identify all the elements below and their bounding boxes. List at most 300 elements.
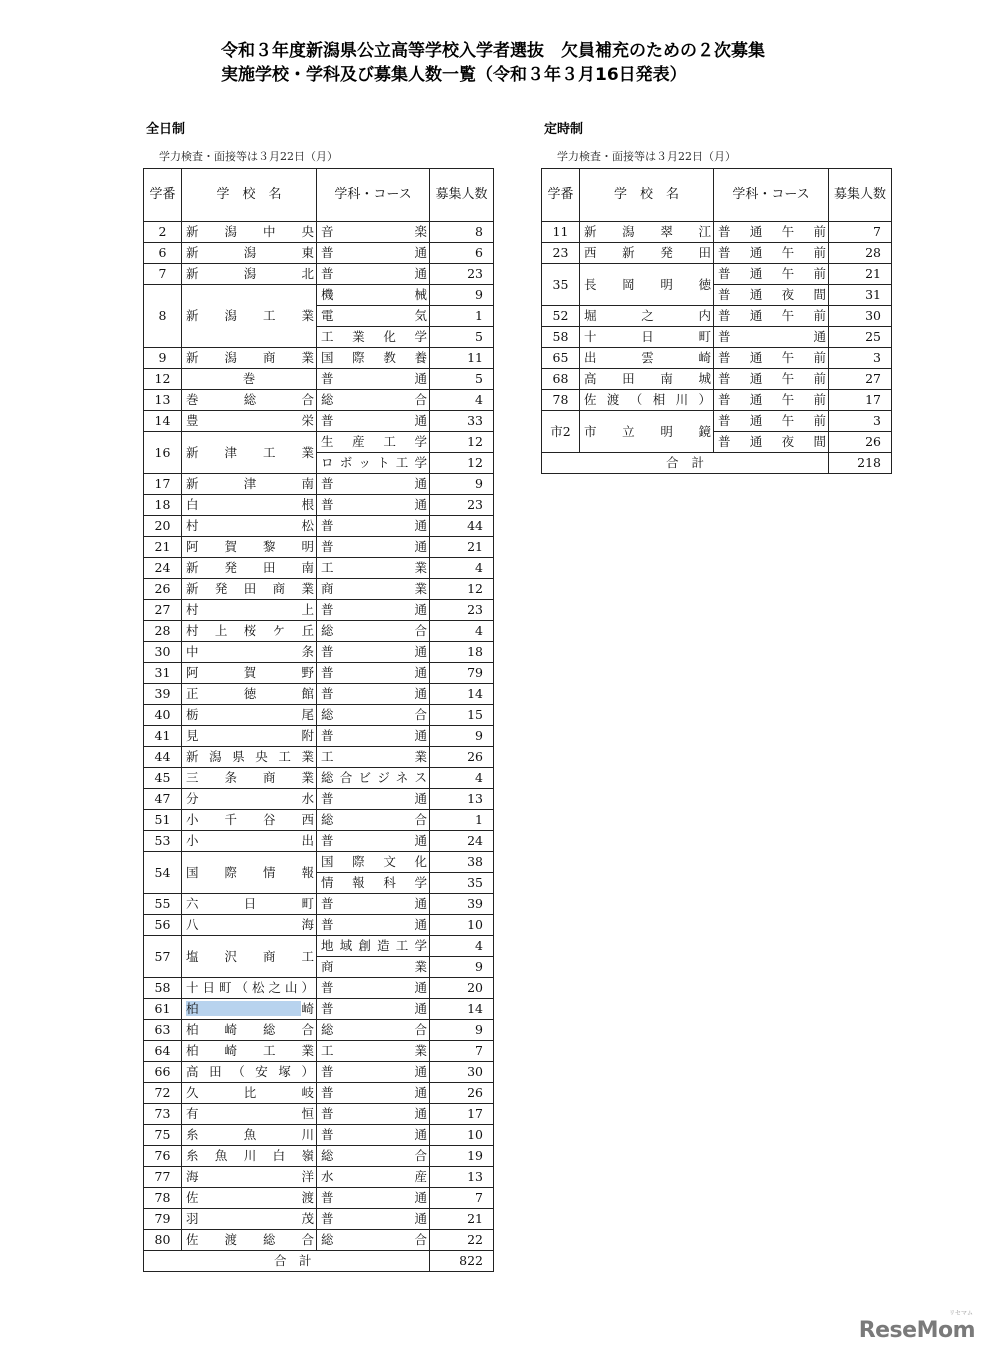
department: 工業 [317, 1041, 430, 1062]
department: 普通 [317, 1062, 430, 1083]
school-name: 佐渡 [182, 1188, 317, 1209]
table-row [144, 600, 494, 621]
enrollment-count: 5 [430, 327, 494, 348]
enrollment-count: 21 [430, 537, 494, 558]
school-number: 58 [542, 327, 580, 348]
table-row [542, 411, 892, 432]
table-row [144, 369, 494, 390]
table-row [144, 1167, 494, 1188]
table-row [144, 894, 494, 915]
school-number: 11 [542, 222, 580, 243]
department: 普通 [317, 999, 430, 1020]
table-row [144, 579, 494, 600]
department: 総合 [317, 1230, 430, 1251]
school-name: 国際情報 [182, 852, 317, 894]
title-line-1: 令和３年度新潟県公立高等学校入学者選抜 欠員補充のための２次募集 [221, 41, 765, 61]
department: 総合 [317, 1146, 430, 1167]
zennichi-table [143, 168, 494, 1272]
department: 総合ビジネス [317, 768, 430, 789]
school-name: 新潟県央工業 [182, 747, 317, 768]
school-number: 39 [144, 684, 182, 705]
enrollment-count: 7 [430, 1041, 494, 1062]
school-name: 高田南城 [580, 369, 714, 390]
department: 普通 [317, 474, 430, 495]
school-name: 佐渡総合 [182, 1230, 317, 1251]
table-row [144, 852, 494, 873]
school-name: 巻総合 [182, 390, 317, 411]
school-name: 糸魚川白嶺 [182, 1146, 317, 1167]
school-number: 68 [542, 369, 580, 390]
department: 総合 [317, 1020, 430, 1041]
table-row [144, 726, 494, 747]
table-row [144, 1230, 494, 1251]
school-name: 柏崎総合 [182, 1020, 317, 1041]
school-number: 31 [144, 663, 182, 684]
zennichi-note: 学力検査・面接等は３月22日（月） [159, 150, 338, 163]
school-name: 海洋 [182, 1167, 317, 1188]
department: 地域創造工学 [317, 936, 430, 957]
resemom-logo: ReseMom [858, 1318, 975, 1343]
school-name: 小出 [182, 831, 317, 852]
enrollment-count: 10 [430, 1125, 494, 1146]
department: 情報科学 [317, 873, 430, 894]
school-name: 出雲崎 [580, 348, 714, 369]
school-number: 2 [144, 222, 182, 243]
school-name: 新潟翠江 [580, 222, 714, 243]
school-number: 64 [144, 1041, 182, 1062]
enrollment-count: 13 [430, 789, 494, 810]
table-row [144, 1125, 494, 1146]
department: 普通 [317, 495, 430, 516]
department: 生産工学 [317, 432, 430, 453]
table-row [144, 642, 494, 663]
department: 普通 [317, 789, 430, 810]
enrollment-count: 9 [430, 285, 494, 306]
department: 音楽 [317, 222, 430, 243]
department: 国際文化 [317, 852, 430, 873]
enrollment-count: 25 [829, 327, 892, 348]
school-name: 分水 [182, 789, 317, 810]
school-name: 新津南 [182, 474, 317, 495]
school-number: 61 [144, 999, 182, 1020]
department: 普通 [317, 831, 430, 852]
table-row [144, 1020, 494, 1041]
table-row [144, 1062, 494, 1083]
enrollment-count: 31 [829, 285, 892, 306]
table-row [542, 390, 892, 411]
table-row [144, 537, 494, 558]
table-row [144, 1083, 494, 1104]
department: 普通午前 [714, 243, 829, 264]
enrollment-count: 30 [430, 1062, 494, 1083]
school-number: 41 [144, 726, 182, 747]
enrollment-count: 26 [430, 747, 494, 768]
enrollment-count: 4 [430, 768, 494, 789]
school-name: 白根 [182, 495, 317, 516]
table-row [144, 1104, 494, 1125]
enrollment-count: 14 [430, 999, 494, 1020]
enrollment-count: 44 [430, 516, 494, 537]
header-dept: 学科・コース [317, 169, 430, 222]
school-number: 76 [144, 1146, 182, 1167]
total-value: 218 [829, 453, 892, 474]
school-name: 三条商業 [182, 768, 317, 789]
school-name: 八海 [182, 915, 317, 936]
enrollment-count: 4 [430, 621, 494, 642]
school-number: 24 [144, 558, 182, 579]
teiji-heading: 定時制 [544, 122, 584, 137]
school-number: 52 [542, 306, 580, 327]
enrollment-count: 10 [430, 915, 494, 936]
total-value: 822 [430, 1251, 494, 1272]
enrollment-count: 9 [430, 474, 494, 495]
department: 電気 [317, 306, 430, 327]
watermark-sub: リセマム [949, 1310, 973, 1317]
enrollment-count: 11 [430, 348, 494, 369]
school-number: 51 [144, 810, 182, 831]
department: 普通 [317, 642, 430, 663]
school-name: 糸魚川 [182, 1125, 317, 1146]
school-number: 65 [542, 348, 580, 369]
table-row [144, 1146, 494, 1167]
school-name: 正徳館 [182, 684, 317, 705]
header-no: 学番 [144, 169, 182, 222]
department: 工業 [317, 558, 430, 579]
enrollment-count: 26 [430, 1083, 494, 1104]
school-name: 西新発田 [580, 243, 714, 264]
header-count: 募集人数 [829, 169, 892, 222]
school-number: 21 [144, 537, 182, 558]
department: 普通午前 [714, 306, 829, 327]
department: 普通 [317, 600, 430, 621]
enrollment-count: 23 [430, 264, 494, 285]
table-row [144, 411, 494, 432]
table-row [144, 243, 494, 264]
school-name: 市立明鏡 [580, 411, 714, 453]
total-label: 合 計 [542, 453, 829, 474]
department: 国際教養 [317, 348, 430, 369]
school-number: 63 [144, 1020, 182, 1041]
department: 普通 [317, 978, 430, 999]
school-name: 巻 [182, 369, 317, 390]
table-row [144, 705, 494, 726]
school-name: 見附 [182, 726, 317, 747]
department: 普通午前 [714, 222, 829, 243]
school-name: 新潟工業 [182, 285, 317, 348]
school-number: 57 [144, 936, 182, 978]
enrollment-count: 1 [430, 306, 494, 327]
department: 商業 [317, 579, 430, 600]
department: 普通 [317, 1188, 430, 1209]
total-label: 合 計 [144, 1251, 430, 1272]
enrollment-count: 12 [430, 453, 494, 474]
school-number: 73 [144, 1104, 182, 1125]
school-number: 7 [144, 264, 182, 285]
table-row [144, 663, 494, 684]
department: ロボット工学 [317, 453, 430, 474]
enrollment-count: 30 [829, 306, 892, 327]
enrollment-count: 3 [829, 411, 892, 432]
school-number: 14 [144, 411, 182, 432]
department: 普通午前 [714, 264, 829, 285]
enrollment-count: 1 [430, 810, 494, 831]
department: 普通午前 [714, 369, 829, 390]
department: 普通 [317, 264, 430, 285]
school-number: 75 [144, 1125, 182, 1146]
department: 工業化学 [317, 327, 430, 348]
school-number: 47 [144, 789, 182, 810]
enrollment-count: 23 [430, 495, 494, 516]
department: 普通 [317, 369, 430, 390]
enrollment-count: 6 [430, 243, 494, 264]
table-row [144, 999, 494, 1020]
department: 水産 [317, 1167, 430, 1188]
enrollment-count: 21 [829, 264, 892, 285]
school-number: 17 [144, 474, 182, 495]
header-school: 学 校 名 [182, 169, 317, 222]
zennichi-total-row [144, 1251, 494, 1272]
school-name: 六日町 [182, 894, 317, 915]
table-row [144, 978, 494, 999]
department: 普通 [317, 915, 430, 936]
enrollment-count: 17 [430, 1104, 494, 1125]
enrollment-count: 12 [430, 579, 494, 600]
department: 総合 [317, 705, 430, 726]
department: 普通 [317, 663, 430, 684]
department: 総合 [317, 810, 430, 831]
table-row [144, 285, 494, 306]
school-name: 羽茂 [182, 1209, 317, 1230]
enrollment-count: 33 [430, 411, 494, 432]
header-dept: 学科・コース [714, 169, 829, 222]
school-number: 27 [144, 600, 182, 621]
enrollment-count: 28 [829, 243, 892, 264]
header-school: 学 校 名 [580, 169, 714, 222]
school-name: 久比岐 [182, 1083, 317, 1104]
table-row [144, 1041, 494, 1062]
school-number: 35 [542, 264, 580, 306]
school-name: 十日町 [580, 327, 714, 348]
title-line-2: 実施学校・学科及び募集人数一覧（令和３年３月16日発表） [221, 65, 687, 85]
school-name: 村上 [182, 600, 317, 621]
enrollment-count: 14 [430, 684, 494, 705]
enrollment-count: 18 [430, 642, 494, 663]
table-row [144, 558, 494, 579]
department: 普通午前 [714, 390, 829, 411]
department: 普通 [317, 1104, 430, 1125]
school-name: 村松 [182, 516, 317, 537]
school-number: 79 [144, 1209, 182, 1230]
table-row [144, 936, 494, 957]
department: 普通 [714, 327, 829, 348]
table-row [144, 810, 494, 831]
school-number: 12 [144, 369, 182, 390]
enrollment-count: 17 [829, 390, 892, 411]
school-number: 20 [144, 516, 182, 537]
school-number: 45 [144, 768, 182, 789]
table-row [144, 747, 494, 768]
school-name: 柏崎 [182, 999, 317, 1020]
enrollment-count: 8 [430, 222, 494, 243]
enrollment-count: 38 [430, 852, 494, 873]
table-row [144, 768, 494, 789]
enrollment-count: 7 [829, 222, 892, 243]
enrollment-count: 27 [829, 369, 892, 390]
school-number: 56 [144, 915, 182, 936]
department: 普通午前 [714, 411, 829, 432]
school-number: 18 [144, 495, 182, 516]
enrollment-count: 21 [430, 1209, 494, 1230]
school-name: 新潟東 [182, 243, 317, 264]
table-row [144, 222, 494, 243]
table-row [144, 684, 494, 705]
school-number: 53 [144, 831, 182, 852]
table-row [144, 1209, 494, 1230]
school-name: 新発田商業 [182, 579, 317, 600]
school-name: 新潟中央 [182, 222, 317, 243]
zennichi-heading: 全日制 [146, 122, 186, 137]
school-number: 78 [144, 1188, 182, 1209]
table-row [542, 264, 892, 285]
enrollment-count: 9 [430, 957, 494, 978]
department: 普通 [317, 726, 430, 747]
school-number: 54 [144, 852, 182, 894]
school-number: 66 [144, 1062, 182, 1083]
enrollment-count: 39 [430, 894, 494, 915]
department: 普通 [317, 243, 430, 264]
table-row [144, 264, 494, 285]
enrollment-count: 19 [430, 1146, 494, 1167]
department: 普通午前 [714, 348, 829, 369]
table-row [542, 327, 892, 348]
school-name: 柏崎工業 [182, 1041, 317, 1062]
table-row [144, 495, 494, 516]
school-number: 80 [144, 1230, 182, 1251]
school-name: 村上桜ケ丘 [182, 621, 317, 642]
teiji-table-body [542, 222, 892, 453]
enrollment-count: 13 [430, 1167, 494, 1188]
department: 普通 [317, 537, 430, 558]
school-number: 72 [144, 1083, 182, 1104]
department: 普通 [317, 894, 430, 915]
department: 普通 [317, 1125, 430, 1146]
department: 工業 [317, 747, 430, 768]
table-row [542, 369, 892, 390]
school-name: 高田（安塚） [182, 1062, 317, 1083]
table-row [144, 831, 494, 852]
department: 普通 [317, 1209, 430, 1230]
table-row [144, 432, 494, 453]
school-name: 新潟商業 [182, 348, 317, 369]
school-name: 阿賀黎明 [182, 537, 317, 558]
school-number: 77 [144, 1167, 182, 1188]
table-row [542, 222, 892, 243]
school-name: 堀之内 [580, 306, 714, 327]
school-name: 佐渡（相川） [580, 390, 714, 411]
department: 商業 [317, 957, 430, 978]
enrollment-count: 7 [430, 1188, 494, 1209]
department: 総合 [317, 621, 430, 642]
department: 普通 [317, 1083, 430, 1104]
zennichi-table-body [144, 222, 494, 1251]
school-number: 55 [144, 894, 182, 915]
school-number: 9 [144, 348, 182, 369]
teiji-table [541, 168, 892, 474]
enrollment-count: 23 [430, 600, 494, 621]
school-name: 新津工業 [182, 432, 317, 474]
enrollment-count: 15 [430, 705, 494, 726]
enrollment-count: 4 [430, 558, 494, 579]
enrollment-count: 24 [430, 831, 494, 852]
department: 普通 [317, 411, 430, 432]
enrollment-count: 12 [430, 432, 494, 453]
school-name: 長岡明徳 [580, 264, 714, 306]
teiji-note: 学力検査・面接等は３月22日（月） [557, 150, 736, 163]
table-row [144, 1188, 494, 1209]
enrollment-count: 9 [430, 726, 494, 747]
school-name: 豊栄 [182, 411, 317, 432]
enrollment-count: 22 [430, 1230, 494, 1251]
table-row [144, 390, 494, 411]
school-number: 8 [144, 285, 182, 348]
table-row [542, 348, 892, 369]
teiji-total-row [542, 453, 892, 474]
department: 普通 [317, 516, 430, 537]
school-number: 58 [144, 978, 182, 999]
table-row [144, 621, 494, 642]
department: 総合 [317, 390, 430, 411]
header-count: 募集人数 [430, 169, 494, 222]
enrollment-count: 26 [829, 432, 892, 453]
enrollment-count: 9 [430, 1020, 494, 1041]
school-name: 塩沢商工 [182, 936, 317, 978]
department: 普通夜間 [714, 432, 829, 453]
header-no: 学番 [542, 169, 580, 222]
school-number: 23 [542, 243, 580, 264]
school-number: 78 [542, 390, 580, 411]
enrollment-count: 79 [430, 663, 494, 684]
school-number: 26 [144, 579, 182, 600]
table-row [144, 915, 494, 936]
table-row [144, 474, 494, 495]
school-number: 44 [144, 747, 182, 768]
enrollment-count: 35 [430, 873, 494, 894]
school-number: 40 [144, 705, 182, 726]
school-number: 16 [144, 432, 182, 474]
enrollment-count: 20 [430, 978, 494, 999]
school-name: 新発田南 [182, 558, 317, 579]
enrollment-count: 4 [430, 390, 494, 411]
school-name: 新潟北 [182, 264, 317, 285]
school-number: 6 [144, 243, 182, 264]
department: 機械 [317, 285, 430, 306]
table-row [144, 516, 494, 537]
school-number: 30 [144, 642, 182, 663]
department: 普通夜間 [714, 285, 829, 306]
school-name: 十日町（松之山） [182, 978, 317, 999]
department: 普通 [317, 684, 430, 705]
enrollment-count: 4 [430, 936, 494, 957]
school-name: 小千谷西 [182, 810, 317, 831]
school-name: 中条 [182, 642, 317, 663]
enrollment-count: 3 [829, 348, 892, 369]
table-row [542, 243, 892, 264]
school-number: 市2 [542, 411, 580, 453]
table-row [144, 348, 494, 369]
school-number: 13 [144, 390, 182, 411]
enrollment-count: 5 [430, 369, 494, 390]
document-title [221, 39, 861, 87]
